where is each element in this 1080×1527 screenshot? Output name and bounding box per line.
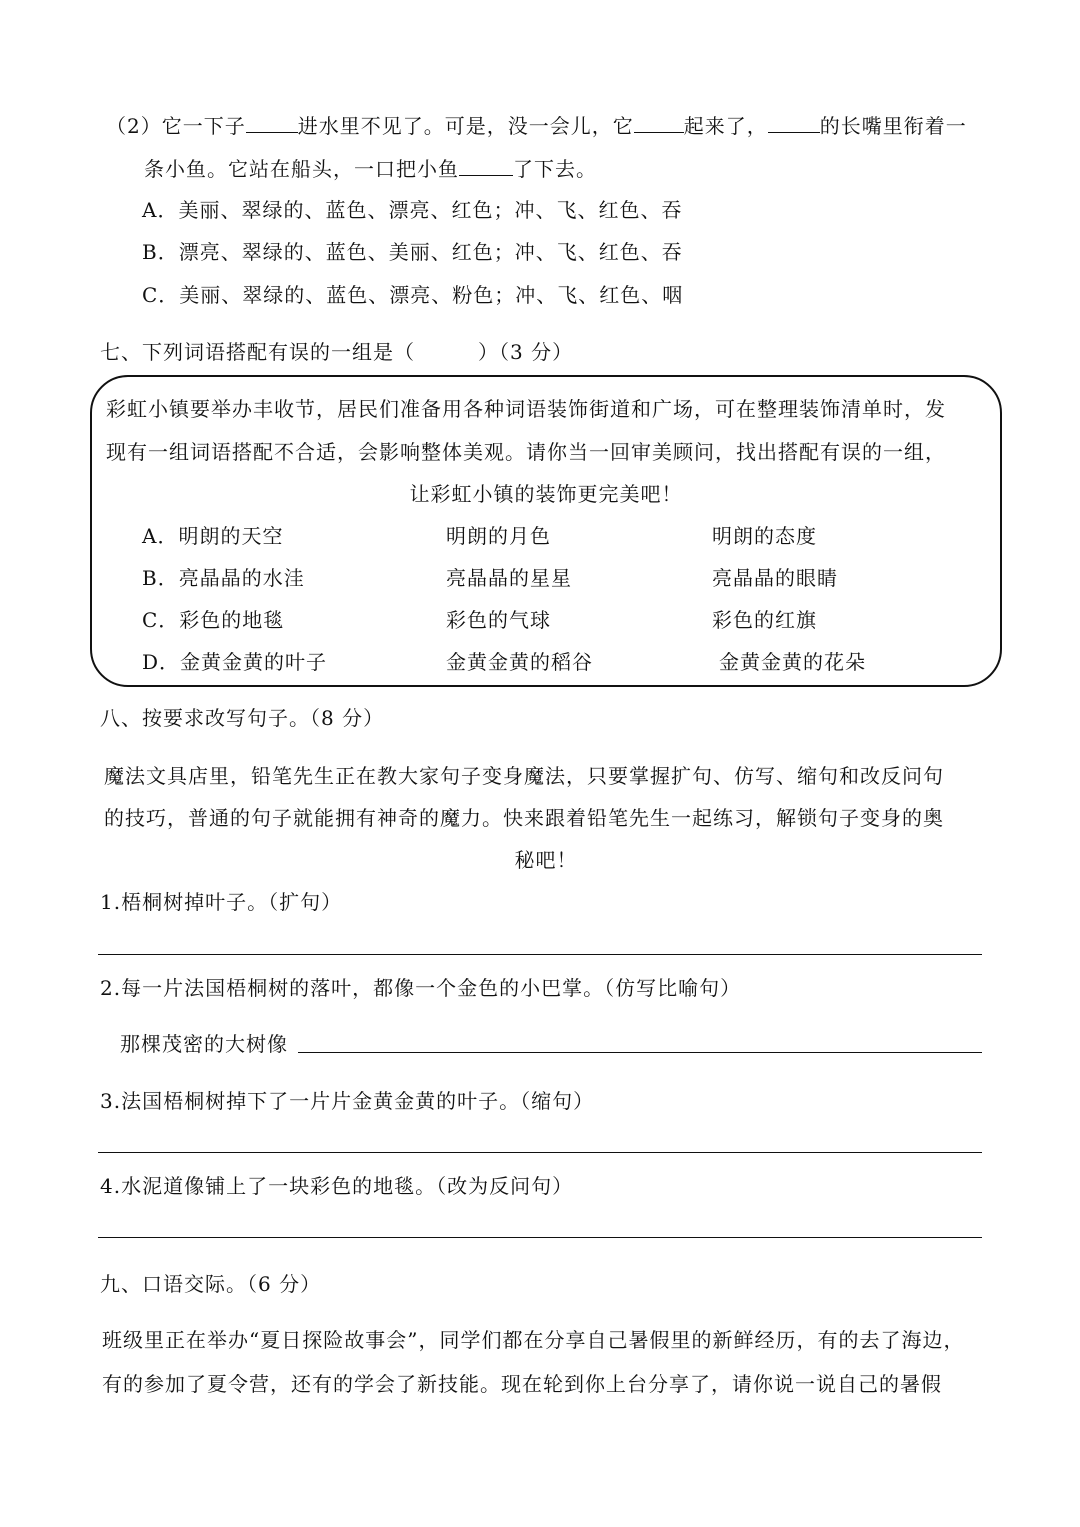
q6-part2-line1 xyxy=(106,112,967,140)
q8-intro-line: 魔法文具店里，铅笔先生正在教大家句子变身魔法，只要掌握扩句、仿写、缩句和改反问句 xyxy=(104,764,944,788)
q7-option-a-1: A．明朗的天空 xyxy=(142,524,284,548)
answer-blank[interactable] xyxy=(634,112,684,133)
answer-line[interactable] xyxy=(98,954,982,955)
q8-title: 八、按要求改写句子。（8 分） xyxy=(100,706,385,730)
q7-option-a-2: 明朗的月色 xyxy=(446,524,551,548)
q6-text: 起来了， xyxy=(683,114,768,138)
q6-text: 条小鱼。它站在船头，一口把小鱼 xyxy=(144,157,459,181)
q7-option-a-3: 明朗的态度 xyxy=(712,524,817,548)
q8-intro-line: 的技巧，普通的句子就能拥有神奇的魔力。快来跟着铅笔先生一起练习，解锁句子变身的奥 xyxy=(104,806,944,830)
q8-item-4: 4.水泥道像铺上了一块彩色的地毯。（改为反问句） xyxy=(100,1174,574,1198)
answer-blank[interactable] xyxy=(246,112,298,133)
q8-prompt-2: 那棵茂密的大树像 xyxy=(120,1032,288,1056)
q6-text: 进水里不见了。可是，没一会儿，它 xyxy=(297,114,634,138)
answer-line[interactable] xyxy=(98,1237,982,1238)
q6-part2-line2 xyxy=(144,155,597,183)
q8-item-3: 3.法国梧桐树掉下了一片片金黄金黄的叶子。（缩句） xyxy=(100,1089,595,1113)
q6-text: 的长嘴里衔着一 xyxy=(819,114,967,138)
q9-line: 班级里正在举办“夏日探险故事会”，同学们都在分享自己暑假里的新鲜经历，有的去了海边， xyxy=(102,1328,965,1352)
q7-option-c-1: C．彩色的地毯 xyxy=(142,608,285,632)
q9-line: 有的参加了夏令营，还有的学会了新技能。现在轮到你上台分享了，请你说一说自己的暑假 xyxy=(102,1372,942,1396)
q7-intro-line: 彩虹小镇要举办丰收节，居民们准备用各种词语装饰街道和广场，可在整理装饰清单时，发 xyxy=(106,397,946,421)
q7-option-c-2: 彩色的气球 xyxy=(446,608,551,632)
q6-option-b: B．漂亮、翠绿的、蓝色、美丽、红色；冲、飞、红色、吞 xyxy=(142,240,683,264)
q8-item-1: 1.梧桐树掉叶子。（扩句） xyxy=(100,890,343,914)
q8-item-2: 2.每一片法国梧桐树的落叶，都像一个金色的小巴掌。（仿写比喻句） xyxy=(100,976,742,1000)
answer-line[interactable] xyxy=(98,1152,982,1153)
q7-option-d-3: 金黄金黄的花朵 xyxy=(719,650,866,674)
q7-title: 七、下列词语搭配有误的一组是（ ）（3 分） xyxy=(100,340,574,364)
answer-line[interactable] xyxy=(298,1052,982,1053)
q7-option-d-1: D．金黄金黄的叶子 xyxy=(142,650,328,674)
q7-option-b-3: 亮晶晶的眼睛 xyxy=(712,566,838,590)
q6-option-a: A．美丽、翠绿的、蓝色、漂亮、红色；冲、飞、红色、吞 xyxy=(142,198,683,222)
q9-title: 九、口语交际。（6 分） xyxy=(100,1272,322,1296)
answer-blank[interactable] xyxy=(768,112,820,133)
q6-text: （2）它一下子 xyxy=(106,114,246,138)
q6-text: 了下去。 xyxy=(513,157,597,181)
q7-intro-line: 让彩虹小镇的装饰更完美吧！ xyxy=(409,482,683,506)
q7-option-c-3: 彩色的红旗 xyxy=(712,608,817,632)
q7-option-b-1: B．亮晶晶的水洼 xyxy=(142,566,305,590)
q8-intro-line: 秘吧！ xyxy=(514,848,578,872)
q7-option-d-2: 金黄金黄的稻谷 xyxy=(446,650,593,674)
q7-intro-line: 现有一组词语搭配不合适，会影响整体美观。请你当一回审美顾问，找出搭配有误的一组， xyxy=(106,440,946,464)
answer-blank[interactable] xyxy=(459,155,513,176)
q7-option-b-2: 亮晶晶的星星 xyxy=(446,566,572,590)
q6-option-c: C．美丽、翠绿的、蓝色、漂亮、粉色；冲、飞、红色、咽 xyxy=(142,283,684,307)
